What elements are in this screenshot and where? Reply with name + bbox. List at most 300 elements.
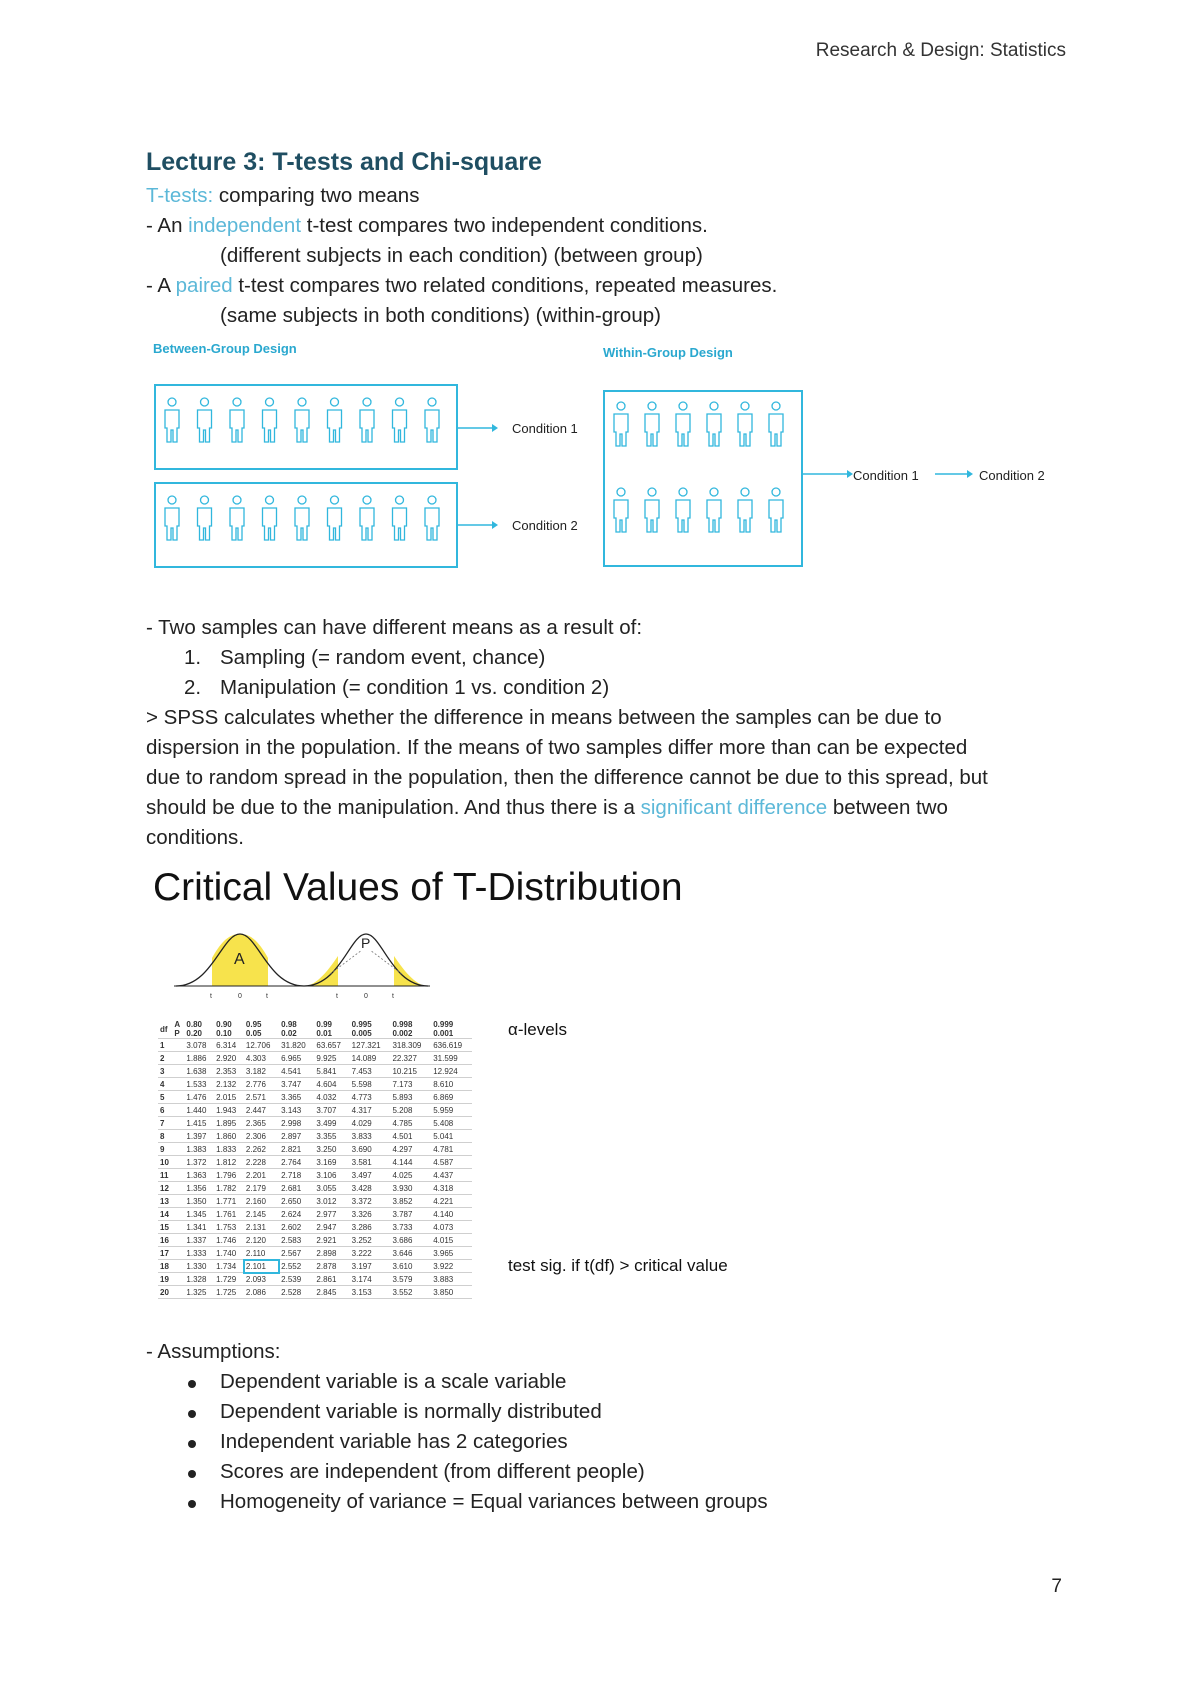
critical-value-cell: 2.878 bbox=[314, 1260, 349, 1273]
table-row bbox=[158, 1234, 472, 1247]
within-group-caption: Within-Group Design bbox=[603, 345, 733, 360]
critical-value-cell: 3.182 bbox=[244, 1065, 279, 1078]
critical-value-cell: 3.428 bbox=[350, 1182, 391, 1195]
critical-value-cell: 3.169 bbox=[314, 1156, 349, 1169]
bullet-icon bbox=[188, 1470, 196, 1478]
person-icon bbox=[676, 402, 690, 446]
person-icon bbox=[769, 402, 783, 446]
critical-value-cell: 127.321 bbox=[350, 1039, 391, 1052]
critical-value-cell: 1.397 bbox=[184, 1130, 214, 1143]
critical-value-cell: 3.833 bbox=[350, 1130, 391, 1143]
critical-value-cell: 2.015 bbox=[214, 1091, 244, 1104]
assumption-item: Dependent variable is normally distributed bbox=[220, 1400, 602, 1423]
table-row bbox=[158, 1182, 472, 1195]
table-row bbox=[158, 1169, 472, 1182]
critical-value-cell: 3.707 bbox=[314, 1104, 349, 1117]
critical-value-cell: 3.153 bbox=[350, 1286, 391, 1299]
critical-value-cell: 4.297 bbox=[390, 1143, 431, 1156]
critical-value-cell: 2.447 bbox=[244, 1104, 279, 1117]
df-cell: 12 bbox=[158, 1182, 184, 1195]
person-icon bbox=[425, 496, 439, 540]
people-icons-row bbox=[156, 484, 456, 566]
critical-value-cell: 1.328 bbox=[184, 1273, 214, 1286]
critical-value-cell: 2.821 bbox=[279, 1143, 314, 1156]
table-row bbox=[158, 1052, 472, 1065]
critical-value-cell: 3.055 bbox=[314, 1182, 349, 1195]
critical-value-cell: 2.262 bbox=[244, 1143, 279, 1156]
critical-value-cell: 12.706 bbox=[244, 1039, 279, 1052]
paragraph-line: dispersion in the population. If the means of two samples differ more than can be expected bbox=[146, 736, 968, 759]
person-icon bbox=[769, 488, 783, 532]
critical-value-cell: 5.208 bbox=[390, 1104, 431, 1117]
critical-value-cell: 4.140 bbox=[431, 1208, 472, 1221]
critical-value-cell: 2.528 bbox=[279, 1286, 314, 1299]
critical-value-cell: 3.747 bbox=[279, 1078, 314, 1091]
critical-value-cell: 1.333 bbox=[184, 1247, 214, 1260]
person-icon bbox=[295, 496, 309, 540]
person-icon bbox=[614, 402, 628, 446]
critical-value-cell: 4.029 bbox=[350, 1117, 391, 1130]
critical-value-cell: 5.408 bbox=[431, 1117, 472, 1130]
critical-value-cell: 1.476 bbox=[184, 1091, 214, 1104]
alpha-levels-label: α-levels bbox=[508, 1020, 567, 1039]
table-header-cell: 0.98 0.02 bbox=[279, 1020, 314, 1039]
page-number: 7 bbox=[1051, 1576, 1062, 1597]
critical-value-cell: 2.681 bbox=[279, 1182, 314, 1195]
list-number: 2. bbox=[184, 676, 202, 699]
table-header-cell: 0.90 0.10 bbox=[214, 1020, 244, 1039]
svg-text:0: 0 bbox=[238, 993, 242, 1000]
list-item-sampling: Sampling (= random event, chance) bbox=[220, 646, 546, 669]
critical-value-cell: 63.657 bbox=[314, 1039, 349, 1052]
people-icons-row bbox=[156, 386, 456, 468]
critical-value-cell: 3.499 bbox=[314, 1117, 349, 1130]
ttests-label: T-tests: bbox=[146, 184, 214, 207]
critical-value-cell: 6.869 bbox=[431, 1091, 472, 1104]
critical-value-cell: 1.740 bbox=[214, 1247, 244, 1260]
critical-value-cell: 1.943 bbox=[214, 1104, 244, 1117]
ttests-line bbox=[146, 184, 419, 208]
critical-value-cell: 6.314 bbox=[214, 1039, 244, 1052]
table-header-cell: 0.99 0.01 bbox=[314, 1020, 349, 1039]
person-icon bbox=[263, 496, 277, 540]
critical-value-cell: 3.252 bbox=[350, 1234, 391, 1247]
critical-value-cell: 3.610 bbox=[390, 1260, 431, 1273]
critical-value-cell: 2.920 bbox=[214, 1052, 244, 1065]
critical-value-cell: 1.734 bbox=[214, 1260, 244, 1273]
critical-value-cell: 1.372 bbox=[184, 1156, 214, 1169]
critical-value-cell: 2.921 bbox=[314, 1234, 349, 1247]
paragraph-line bbox=[146, 796, 948, 820]
curve-p-label: P bbox=[361, 935, 371, 951]
person-icon bbox=[360, 398, 374, 442]
curve-a-label: A bbox=[234, 951, 245, 968]
person-icon bbox=[360, 496, 374, 540]
df-cell: 3 bbox=[158, 1065, 184, 1078]
critical-value-cell: 4.144 bbox=[390, 1156, 431, 1169]
critical-value-cell: 4.781 bbox=[431, 1143, 472, 1156]
critical-value-cell: 7.173 bbox=[390, 1078, 431, 1091]
critical-value-cell: 4.318 bbox=[431, 1182, 472, 1195]
assumption-item: Scores are independent (from different people) bbox=[220, 1460, 645, 1483]
person-icon bbox=[738, 402, 752, 446]
bullet-icon bbox=[188, 1500, 196, 1508]
critical-value-cell: 3.372 bbox=[350, 1195, 391, 1208]
table-header-row bbox=[158, 1020, 472, 1039]
df-cell: 17 bbox=[158, 1247, 184, 1260]
table-header-cell: df bbox=[158, 1020, 172, 1039]
table-header-cell: A P bbox=[172, 1020, 184, 1039]
df-cell: 7 bbox=[158, 1117, 184, 1130]
critical-value-cell: 1.325 bbox=[184, 1286, 214, 1299]
critical-value-cell: 1.415 bbox=[184, 1117, 214, 1130]
critical-value-cell: 4.015 bbox=[431, 1234, 472, 1247]
within-group-box bbox=[603, 390, 803, 567]
critical-value-cell: 1.895 bbox=[214, 1117, 244, 1130]
critical-value-cell: 3.930 bbox=[390, 1182, 431, 1195]
table-row bbox=[158, 1195, 472, 1208]
critical-value-cell: 2.093 bbox=[244, 1273, 279, 1286]
critical-value-cell: 1.341 bbox=[184, 1221, 214, 1234]
critical-value-cell: 2.086 bbox=[244, 1286, 279, 1299]
test-significance-label: test sig. if t(df) > critical value bbox=[508, 1256, 728, 1275]
critical-value-cell: 22.327 bbox=[390, 1052, 431, 1065]
critical-value-cell: 1.860 bbox=[214, 1130, 244, 1143]
critical-value-cell: 1.337 bbox=[184, 1234, 214, 1247]
critical-value-cell: 2.998 bbox=[279, 1117, 314, 1130]
critical-value-cell: 4.604 bbox=[314, 1078, 349, 1091]
assumption-item: Dependent variable is a scale variable bbox=[220, 1370, 567, 1393]
critical-value-cell: 7.453 bbox=[350, 1065, 391, 1078]
critical-value-cell: 1.746 bbox=[214, 1234, 244, 1247]
samples-lead: - Two samples can have different means as a result of: bbox=[146, 616, 643, 639]
critical-value-cell: 2.110 bbox=[244, 1247, 279, 1260]
critical-value-cell: 1.796 bbox=[214, 1169, 244, 1182]
df-cell: 18 bbox=[158, 1260, 184, 1273]
ttests-rest: comparing two means bbox=[213, 184, 420, 207]
paired-prefix: - A bbox=[146, 274, 176, 297]
critical-value-cell: 2.898 bbox=[314, 1247, 349, 1260]
table-row bbox=[158, 1078, 472, 1091]
person-icon bbox=[645, 402, 659, 446]
table-row bbox=[158, 1143, 472, 1156]
person-icon bbox=[645, 488, 659, 532]
table-row bbox=[158, 1221, 472, 1234]
critical-value-cell: 1.383 bbox=[184, 1143, 214, 1156]
between-condition-1: Condition 1 bbox=[512, 421, 578, 436]
person-icon bbox=[738, 488, 752, 532]
critical-value-cell: 2.571 bbox=[244, 1091, 279, 1104]
critical-value-cell: 2.160 bbox=[244, 1195, 279, 1208]
independent-rest: t-test compares two independent conditions. bbox=[301, 214, 708, 237]
critical-value-cell: 31.599 bbox=[431, 1052, 472, 1065]
critical-value-cell: 1.886 bbox=[184, 1052, 214, 1065]
df-cell: 16 bbox=[158, 1234, 184, 1247]
bullet-icon bbox=[188, 1380, 196, 1388]
critical-value-cell: 2.567 bbox=[279, 1247, 314, 1260]
section-title: Lecture 3: T-tests and Chi-square bbox=[146, 148, 542, 176]
paragraph-line: due to random spread in the population, then the difference cannot be due to this spread, but bbox=[146, 766, 988, 789]
critical-value-cell: 14.089 bbox=[350, 1052, 391, 1065]
critical-value-cell: 3.497 bbox=[350, 1169, 391, 1182]
critical-value-cell: 4.587 bbox=[431, 1156, 472, 1169]
distribution-curves bbox=[172, 928, 452, 1002]
critical-value-cell: 1.638 bbox=[184, 1065, 214, 1078]
independent-term: independent bbox=[188, 214, 302, 237]
critical-value-cell: 5.959 bbox=[431, 1104, 472, 1117]
table-header-cell: 0.80 0.20 bbox=[184, 1020, 214, 1039]
critical-value-cell: 4.437 bbox=[431, 1169, 472, 1182]
independent-note: (different subjects in each condition) (between group) bbox=[220, 244, 703, 267]
df-cell: 19 bbox=[158, 1273, 184, 1286]
table-row bbox=[158, 1247, 472, 1260]
between-arrows bbox=[458, 408, 498, 538]
critical-value-cell: 2.179 bbox=[244, 1182, 279, 1195]
critical-value-cell: 1.533 bbox=[184, 1078, 214, 1091]
critical-value-cell: 2.539 bbox=[279, 1273, 314, 1286]
critical-value-cell: 4.317 bbox=[350, 1104, 391, 1117]
paired-line bbox=[146, 274, 777, 298]
critical-value-cell: 3.078 bbox=[184, 1039, 214, 1052]
critical-value-cell: 2.602 bbox=[279, 1221, 314, 1234]
svg-text:t: t bbox=[336, 993, 338, 1000]
table-row bbox=[158, 1091, 472, 1104]
between-condition-2: Condition 2 bbox=[512, 518, 578, 533]
critical-value-cell: 2.624 bbox=[279, 1208, 314, 1221]
person-icon bbox=[707, 402, 721, 446]
person-icon bbox=[328, 398, 342, 442]
df-cell: 14 bbox=[158, 1208, 184, 1221]
assumption-item: Homogeneity of variance = Equal variances between groups bbox=[220, 1490, 768, 1513]
people-icons-grid bbox=[605, 392, 801, 565]
critical-value-cell: 5.041 bbox=[431, 1130, 472, 1143]
table-row bbox=[158, 1130, 472, 1143]
table-header-cell: 0.995 0.005 bbox=[350, 1020, 391, 1039]
critical-value-cell: 2.764 bbox=[279, 1156, 314, 1169]
critical-value-cell: 3.922 bbox=[431, 1260, 472, 1273]
critical-value-cell: 2.845 bbox=[314, 1286, 349, 1299]
critical-value-cell: 1.345 bbox=[184, 1208, 214, 1221]
critical-value-cell: 2.353 bbox=[214, 1065, 244, 1078]
person-icon bbox=[425, 398, 439, 442]
critical-value-cell: 2.897 bbox=[279, 1130, 314, 1143]
critical-value-cell: 8.610 bbox=[431, 1078, 472, 1091]
tdist-title: Critical Values of T-Distribution bbox=[153, 866, 683, 909]
critical-value-cell: 1.753 bbox=[214, 1221, 244, 1234]
critical-value-cell: 4.785 bbox=[390, 1117, 431, 1130]
paired-term: paired bbox=[175, 274, 233, 297]
critical-value-cell: 2.947 bbox=[314, 1221, 349, 1234]
critical-value-cell: 3.355 bbox=[314, 1130, 349, 1143]
table-row bbox=[158, 1273, 472, 1286]
table-row bbox=[158, 1039, 472, 1052]
table-row bbox=[158, 1260, 472, 1273]
df-cell: 15 bbox=[158, 1221, 184, 1234]
critical-value-cell: 2.861 bbox=[314, 1273, 349, 1286]
person-icon bbox=[295, 398, 309, 442]
critical-value-cell: 636.619 bbox=[431, 1039, 472, 1052]
critical-value-cell: 1.440 bbox=[184, 1104, 214, 1117]
critical-value-cell: 2.776 bbox=[244, 1078, 279, 1091]
critical-value-cell: 4.025 bbox=[390, 1169, 431, 1182]
between-group-caption: Between-Group Design bbox=[153, 341, 297, 356]
critical-value-cell: 4.501 bbox=[390, 1130, 431, 1143]
person-icon bbox=[165, 496, 179, 540]
table-row bbox=[158, 1117, 472, 1130]
df-cell: 5 bbox=[158, 1091, 184, 1104]
bullet-icon bbox=[188, 1440, 196, 1448]
within-condition-2: Condition 2 bbox=[979, 468, 1045, 483]
critical-value-cell: 3.581 bbox=[350, 1156, 391, 1169]
critical-value-cell: 1.729 bbox=[214, 1273, 244, 1286]
table-header-cell: 0.999 0.001 bbox=[431, 1020, 472, 1039]
critical-value-cell: 3.787 bbox=[390, 1208, 431, 1221]
critical-value-cell: 31.820 bbox=[279, 1039, 314, 1052]
person-icon bbox=[393, 496, 407, 540]
svg-text:t: t bbox=[266, 993, 268, 1000]
bullet-icon bbox=[188, 1410, 196, 1418]
svg-text:0: 0 bbox=[364, 993, 368, 1000]
critical-value-cell: 10.215 bbox=[390, 1065, 431, 1078]
paragraph-text: should be due to the manipulation. And thus there is a bbox=[146, 796, 641, 819]
critical-value-cell: 1.833 bbox=[214, 1143, 244, 1156]
df-cell: 6 bbox=[158, 1104, 184, 1117]
critical-value-cell: 2.306 bbox=[244, 1130, 279, 1143]
critical-value-cell: 1.771 bbox=[214, 1195, 244, 1208]
critical-value-cell: 1.363 bbox=[184, 1169, 214, 1182]
critical-values-table bbox=[158, 1020, 472, 1299]
critical-value-cell: 3.012 bbox=[314, 1195, 349, 1208]
critical-value-cell: 2.365 bbox=[244, 1117, 279, 1130]
df-cell: 11 bbox=[158, 1169, 184, 1182]
person-icon bbox=[230, 496, 244, 540]
critical-value-cell: 3.852 bbox=[390, 1195, 431, 1208]
person-icon bbox=[393, 398, 407, 442]
critical-value-cell: 1.356 bbox=[184, 1182, 214, 1195]
critical-value-cell: 3.222 bbox=[350, 1247, 391, 1260]
df-cell: 4 bbox=[158, 1078, 184, 1091]
person-icon bbox=[676, 488, 690, 532]
assumption-item: Independent variable has 2 categories bbox=[220, 1430, 568, 1453]
critical-value-cell: 2.145 bbox=[244, 1208, 279, 1221]
critical-value-cell: 5.841 bbox=[314, 1065, 349, 1078]
df-cell: 1 bbox=[158, 1039, 184, 1052]
critical-value-cell: 3.106 bbox=[314, 1169, 349, 1182]
critical-value-cell: 3.733 bbox=[390, 1221, 431, 1234]
critical-value-cell: 4.221 bbox=[431, 1195, 472, 1208]
paired-note: (same subjects in both conditions) (within-group) bbox=[220, 304, 661, 327]
within-condition-1: Condition 1 bbox=[853, 468, 919, 483]
significant-difference-term: significant difference bbox=[640, 796, 828, 819]
critical-value-cell: 3.365 bbox=[279, 1091, 314, 1104]
critical-value-cell: 3.883 bbox=[431, 1273, 472, 1286]
person-icon bbox=[198, 398, 212, 442]
person-icon bbox=[263, 398, 277, 442]
person-icon bbox=[614, 488, 628, 532]
paragraph-line: > SPSS calculates whether the difference in means between the samples can be due to bbox=[146, 706, 942, 729]
critical-value-cell: 3.646 bbox=[390, 1247, 431, 1260]
critical-value-cell: 3.552 bbox=[390, 1286, 431, 1299]
critical-value-cell: 1.330 bbox=[184, 1260, 214, 1273]
critical-value-cell: 4.032 bbox=[314, 1091, 349, 1104]
critical-value-cell: 2.977 bbox=[314, 1208, 349, 1221]
critical-value-cell: 12.924 bbox=[431, 1065, 472, 1078]
paired-rest: t-test compares two related conditions, repeated measures. bbox=[232, 274, 778, 297]
critical-value-cell: 3.250 bbox=[314, 1143, 349, 1156]
critical-value-cell: 3.174 bbox=[350, 1273, 391, 1286]
critical-value-cell: 5.598 bbox=[350, 1078, 391, 1091]
paragraph-line: conditions. bbox=[146, 826, 245, 849]
independent-prefix: - An bbox=[146, 214, 189, 237]
paragraph-text: between two bbox=[827, 796, 948, 819]
critical-value-cell: 1.782 bbox=[214, 1182, 244, 1195]
df-cell: 13 bbox=[158, 1195, 184, 1208]
between-group-box-1 bbox=[154, 384, 458, 470]
critical-value-cell: 2.228 bbox=[244, 1156, 279, 1169]
table-row bbox=[158, 1065, 472, 1078]
table-header-cell: 0.998 0.002 bbox=[390, 1020, 431, 1039]
svg-text:t: t bbox=[392, 993, 394, 1000]
critical-value-cell: 2.718 bbox=[279, 1169, 314, 1182]
critical-value-cell: 2.552 bbox=[279, 1260, 314, 1273]
between-group-box-2 bbox=[154, 482, 458, 568]
critical-value-cell: 3.143 bbox=[279, 1104, 314, 1117]
critical-value-cell: 3.690 bbox=[350, 1143, 391, 1156]
critical-value-cell: 1.761 bbox=[214, 1208, 244, 1221]
critical-value-cell: 1.350 bbox=[184, 1195, 214, 1208]
df-cell: 20 bbox=[158, 1286, 184, 1299]
critical-value-cell: 3.579 bbox=[390, 1273, 431, 1286]
df-cell: 8 bbox=[158, 1130, 184, 1143]
critical-value-cell: 3.965 bbox=[431, 1247, 472, 1260]
critical-value-cell: 4.773 bbox=[350, 1091, 391, 1104]
critical-value-cell: 5.893 bbox=[390, 1091, 431, 1104]
table-row bbox=[158, 1104, 472, 1117]
critical-value-cell: 3.686 bbox=[390, 1234, 431, 1247]
critical-value-cell: 9.925 bbox=[314, 1052, 349, 1065]
svg-text:t: t bbox=[210, 993, 212, 1000]
df-cell: 10 bbox=[158, 1156, 184, 1169]
running-header: Research & Design: Statistics bbox=[815, 40, 1066, 61]
critical-value-cell: 3.326 bbox=[350, 1208, 391, 1221]
critical-value-cell: 2.131 bbox=[244, 1221, 279, 1234]
critical-value-cell: 2.101 bbox=[244, 1260, 279, 1273]
critical-value-cell: 2.132 bbox=[214, 1078, 244, 1091]
person-icon bbox=[165, 398, 179, 442]
list-number: 1. bbox=[184, 646, 202, 669]
critical-value-cell: 4.303 bbox=[244, 1052, 279, 1065]
person-icon bbox=[328, 496, 342, 540]
person-icon bbox=[198, 496, 212, 540]
list-item-manipulation: Manipulation (= condition 1 vs. condition 2) bbox=[220, 676, 610, 699]
person-icon bbox=[230, 398, 244, 442]
critical-value-cell: 3.197 bbox=[350, 1260, 391, 1273]
table-row bbox=[158, 1156, 472, 1169]
df-cell: 2 bbox=[158, 1052, 184, 1065]
assumptions-lead: - Assumptions: bbox=[146, 1340, 281, 1363]
critical-value-cell: 318.309 bbox=[390, 1039, 431, 1052]
table-row bbox=[158, 1286, 472, 1299]
critical-value-cell: 2.650 bbox=[279, 1195, 314, 1208]
critical-value-cell: 2.120 bbox=[244, 1234, 279, 1247]
critical-value-cell: 3.850 bbox=[431, 1286, 472, 1299]
critical-value-cell: 4.541 bbox=[279, 1065, 314, 1078]
critical-value-cell: 2.583 bbox=[279, 1234, 314, 1247]
critical-value-cell: 6.965 bbox=[279, 1052, 314, 1065]
critical-value-cell: 1.812 bbox=[214, 1156, 244, 1169]
critical-value-cell: 1.725 bbox=[214, 1286, 244, 1299]
df-cell: 9 bbox=[158, 1143, 184, 1156]
